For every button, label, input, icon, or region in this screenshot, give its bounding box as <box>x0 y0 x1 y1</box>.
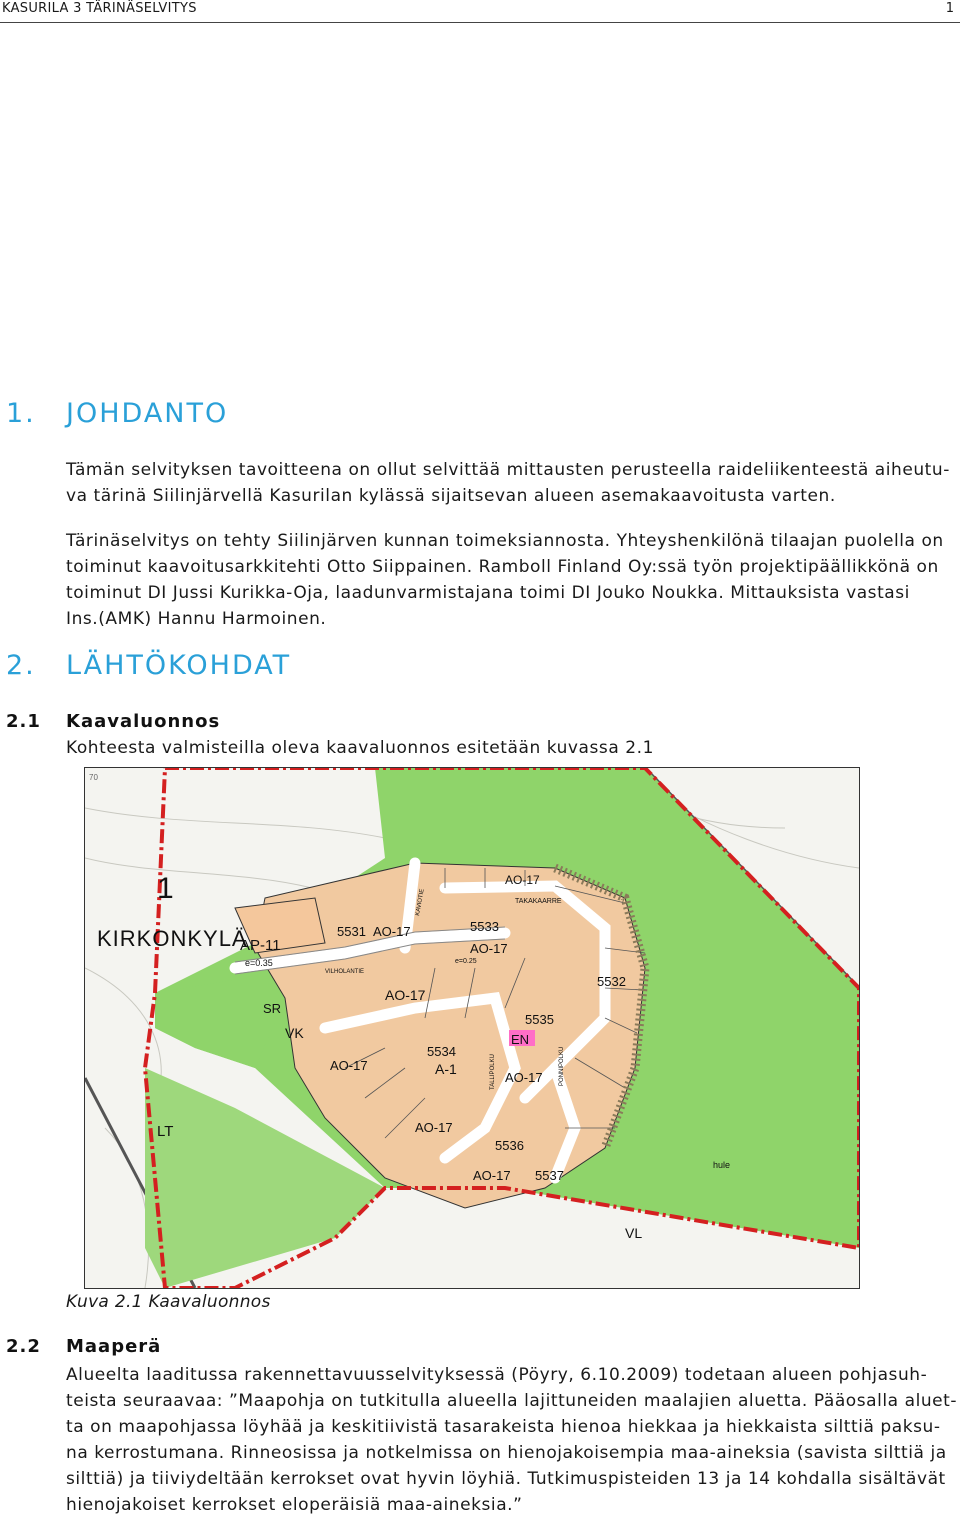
map-label-ao17-b: AO-17 <box>470 941 508 956</box>
map-label-block-5537: 5537 <box>535 1168 564 1183</box>
text-line: toiminut kaavoitusarkkitehti Otto Siippainen. Ramboll Finland Oy:ssä työn projektipäällikkönä on <box>66 557 939 577</box>
text-line: ta on maapohjassa löyhää ja keskitiivistä tasarakeista hienoa hiekkaa ja hiekkaista silttiä paksu- <box>66 1417 941 1437</box>
text-line: Tärinäselvitys on tehty Siilinjärven kunnan toimeksiannosta. Yhteyshenkilönä tilaajan puolella on <box>66 531 944 551</box>
section-title: LÄHTÖKOHDAT <box>66 650 292 681</box>
subsection-heading-2-1 <box>6 711 220 732</box>
text-line: teista seuraavaa: ”Maapohja on tutkitulla alueella lajittuneiden maalajien aluetta. Pääosalla aluet- <box>66 1391 958 1411</box>
document-title: KASURILA 3 TÄRINÄSELVITYS <box>2 1 197 16</box>
map-label-vl: VL <box>625 1225 643 1241</box>
map-label-block-5532: 5532 <box>597 974 626 989</box>
zoning-plan-figure <box>84 767 860 1289</box>
text-line: hienojakoiset kerrokset eloperäisiä maa-aineksia.” <box>66 1495 523 1515</box>
map-label-village-number: 1 <box>157 872 174 905</box>
subsection-heading-2-2 <box>6 1336 161 1357</box>
map-label-vk: VK <box>285 1025 304 1041</box>
map-label-ao17-f: AO-17 <box>415 1120 453 1135</box>
text-line: Tämän selvityksen tavoitteena on ollut selvittää mittausten perusteella raideliikenteestä aiheutu- <box>66 460 950 480</box>
map-label-lt: LT <box>157 1123 174 1140</box>
intro-paragraph-1 <box>66 457 956 509</box>
text-line: Ins.(AMK) Hannu Harmoinen. <box>66 609 327 629</box>
map-label-ponnipolku: PONNIPOLKU <box>559 1046 565 1086</box>
subsection-2-2-text <box>66 1362 956 1518</box>
section-heading-1 <box>6 398 228 429</box>
map-label-block-5535: 5535 <box>525 1012 554 1027</box>
map-label-block-5533: 5533 <box>470 919 499 934</box>
map-label-block-5531: 5531 <box>337 924 366 939</box>
map-label-efficiency: e=0.25 <box>455 958 477 965</box>
map-label-ao17-c: AO-17 <box>385 987 426 1003</box>
map-label-ao17-a: AO-17 <box>373 924 411 939</box>
map-label-contour: 70 <box>89 773 98 782</box>
zoning-plan-map <box>85 768 859 1288</box>
text-line: Alueelta laaditussa rakennettavuusselvityksessä (Pöyry, 6.10.2009) todetaan alueen pohjasuh- <box>66 1365 928 1385</box>
text-line: Kohteesta valmisteilla oleva kaavaluonnos esitetään kuvassa 2.1 <box>66 738 654 758</box>
map-label-ao17-top: AO-17 <box>505 873 540 887</box>
subsection-2-1-text <box>66 735 956 761</box>
section-number: 1. <box>6 398 36 429</box>
map-label-vilholantie: VILHOLANTIE <box>325 969 365 975</box>
subsection-title: Maaperä <box>66 1336 162 1357</box>
text-line: va tärinä Siilinjärvellä Kasurilan kylässä sijaitsevan alueen asemakaavoitusta varten. <box>66 486 836 506</box>
intro-paragraph-2 <box>66 528 956 632</box>
text-line: toiminut DI Jussi Kurikka-Oja, laadunvarmistajana toimi DI Jouko Noukka. Mittauksista vastasi <box>66 583 910 603</box>
map-label-sr: SR <box>263 1001 282 1016</box>
section-heading-2 <box>6 650 291 681</box>
map-label-hule: hule <box>713 1160 731 1170</box>
page-header <box>0 0 960 22</box>
map-label-village: KIRKONKYLÄ <box>97 926 248 951</box>
map-label-ao17-d: AO-17 <box>330 1058 368 1073</box>
page-number: 1 <box>945 1 954 16</box>
subsection-title: Kaavaluonnos <box>66 711 221 732</box>
map-label-takakaarre: TAKAKAARRE <box>515 898 562 905</box>
map-label-en: EN <box>511 1032 530 1047</box>
text-line: silttiä) ja tiiviydeltään kerrokset ovat hyvin löyhiä. Tutkimuspisteiden 13 ja 14 kohdalla sisältävät <box>66 1469 946 1489</box>
map-label-ao17-g: AO-17 <box>473 1168 511 1183</box>
map-label-ao17-e: AO-17 <box>505 1070 543 1085</box>
section-number: 2. <box>6 650 36 681</box>
map-label-tallipolku: TALLIPOLKU <box>490 1054 496 1090</box>
map-label-kaviotie: KAVIOTIE <box>415 888 426 917</box>
map-label-a1: A-1 <box>435 1061 457 1077</box>
header-divider <box>0 22 960 23</box>
section-title: JOHDANTO <box>66 398 229 429</box>
map-label-block-5534: 5534 <box>427 1044 456 1059</box>
subsection-number: 2.2 <box>6 1336 41 1357</box>
figure-caption: Kuva 2.1 Kaavaluonnos <box>66 1292 271 1312</box>
subsection-number: 2.1 <box>6 711 41 732</box>
text-line: na kerrostumana. Rinneosissa ja notkelmissa on hienojakoisempia maa-aineksia (savista silttiä ja <box>66 1443 947 1463</box>
map-label-block-5536: 5536 <box>495 1138 524 1153</box>
map-label-ap11-e: e=0.35 <box>245 958 273 968</box>
map-label-ap11: AP-11 <box>240 937 281 954</box>
